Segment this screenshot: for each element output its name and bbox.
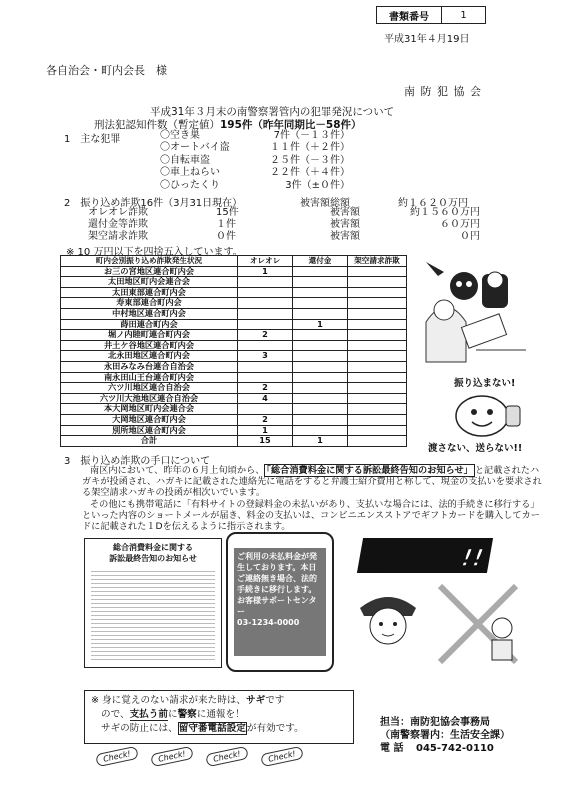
- district-name: 六ツ川大池地区連合自治会: [61, 393, 238, 404]
- table-row: [61, 372, 407, 383]
- contact-office: （南警察署内：生活安全課）: [380, 730, 510, 741]
- fraud-amounts: 被害額 約１５６０万円 被害額 ６０万円 被害額 ０円: [330, 207, 480, 243]
- phone-screen: [234, 548, 326, 656]
- oreore-count: 3: [238, 351, 293, 362]
- table-header-district: 町内会別振り込め詐欺発生状況: [61, 256, 238, 267]
- table-row: [61, 393, 407, 404]
- postcard-body-text: [91, 568, 215, 660]
- crime-count: 7件（－１３件）: [273, 130, 350, 141]
- table-header-row: [61, 256, 407, 267]
- table-row: [61, 404, 407, 415]
- oreore-count: 1: [238, 425, 293, 436]
- crime-stats-prefix: 刑法犯認知件数（暫定値）: [94, 119, 220, 131]
- district-name: 堀ノ内睦町連合町内会: [61, 330, 238, 341]
- table-row: [61, 266, 407, 277]
- district-name: 井土ケ谷地区連合町内会: [61, 340, 238, 351]
- money-bag-mascot: [444, 388, 524, 441]
- kanpu-count: [293, 404, 348, 415]
- oreore-count: [238, 340, 293, 351]
- contact-info: [380, 716, 510, 755]
- kakuu-count: [348, 340, 407, 351]
- table-row: [61, 351, 407, 362]
- oreore-count: [238, 308, 293, 319]
- check-stamp: Check!: [205, 746, 249, 767]
- contact-phone: 電 話 045-742-0110: [380, 743, 494, 754]
- smartphone-sample: [226, 532, 334, 672]
- table-row: [61, 361, 407, 372]
- oreore-count: 2: [238, 383, 293, 394]
- fraud-total-label: 被害額総額: [300, 198, 350, 209]
- caption-dont-hand: 渡さない、送らない!!: [428, 443, 523, 454]
- table-header-kakuu: 架空請求詐欺: [348, 256, 407, 267]
- police-officer-illustration: [352, 586, 424, 655]
- oreore-count: 15: [238, 436, 293, 447]
- district-name: 中村地区連合町内会: [61, 308, 238, 319]
- district-name: 永田みなみ台連合自治会: [61, 361, 238, 372]
- crime-count: ２２件（＋４件）: [270, 167, 350, 179]
- check-stamp: Check!: [150, 746, 194, 767]
- police-officer-icon: [352, 586, 424, 652]
- main-crimes-heading: 1 主な犯罪: [64, 134, 121, 145]
- kanpu-count: [293, 361, 348, 372]
- crime-name: 〇オートバイ盗: [160, 142, 230, 154]
- postcard-title-2: 訴訟最終告知のお知らせ: [109, 554, 197, 563]
- kanpu-count: [293, 340, 348, 351]
- fraud-heading: 2 振り込め詐欺16件（3月31日現在）: [64, 198, 243, 209]
- kakuu-count: [348, 319, 407, 330]
- sms-sender: お客様サポートセンター: [237, 596, 317, 616]
- oreore-count: 2: [238, 330, 293, 341]
- table-total-row: [61, 436, 407, 447]
- crime-name: 〇自転車盗: [160, 154, 210, 166]
- oreore-count: 4: [238, 393, 293, 404]
- district-name: 南永田山王台連合町内会: [61, 372, 238, 383]
- kakuu-count: [348, 414, 407, 425]
- district-name: 太田東部連合町内会: [61, 287, 238, 298]
- kanpu-count: [293, 372, 348, 383]
- caption-dont-transfer: 振り込まない!: [454, 378, 516, 389]
- district-name: 別所地区連合町内会: [61, 425, 238, 436]
- kakuu-count: [348, 404, 407, 415]
- oreore-count: [238, 372, 293, 383]
- district-name: 太田地区町内会連合会: [61, 277, 238, 288]
- district-name: 寿東部連合町内会: [61, 298, 238, 309]
- crime-item: [160, 130, 350, 142]
- table-row: [61, 414, 407, 425]
- kakuu-count: [348, 383, 407, 394]
- crime-count: ２５件（－３件）: [270, 154, 350, 166]
- cross-mark-icon: [430, 578, 526, 668]
- document-number-box: [376, 6, 486, 24]
- crime-item: [160, 180, 350, 192]
- rounding-note: ※ 10 万円以下を四捨五入しています。: [66, 247, 243, 258]
- crime-name: 〇ひったくり: [160, 179, 220, 191]
- kakuu-count: [348, 277, 407, 288]
- district-name: 合計: [61, 436, 238, 447]
- district-name: 本大岡地区町内会連合会: [61, 404, 238, 415]
- district-name: 大岡地区連合町内会: [61, 414, 238, 425]
- kanpu-count: 1: [293, 319, 348, 330]
- oreore-count: [238, 277, 293, 288]
- slogan-all-scam: 全てサギ!!: [357, 538, 493, 573]
- check-stamps: [96, 750, 312, 763]
- kanpu-count: [293, 383, 348, 394]
- crime-item: [160, 167, 350, 179]
- phone-scam-illustration: [416, 250, 526, 370]
- date: 平成31年４月19日: [384, 34, 470, 45]
- table-row: [61, 319, 407, 330]
- money-bag-icon: [444, 388, 524, 438]
- crime-item: [160, 142, 350, 154]
- sms-text: ご利用の未払料金が発生しております。本日ご連絡無き場合、法的手続きに移行します。: [237, 552, 317, 594]
- oreore-count: [238, 298, 293, 309]
- district-name: 北永田地区連合町内会: [61, 351, 238, 362]
- oreore-count: [238, 361, 293, 372]
- kanpu-count: [293, 414, 348, 425]
- crime-stats-value: 195件（昨年同期比－58件）: [220, 119, 362, 131]
- crime-item: [160, 155, 350, 167]
- kanpu-count: [293, 277, 348, 288]
- kakuu-count: [348, 372, 407, 383]
- district-name: 六ツ川地区連合自治会: [61, 383, 238, 394]
- kanpu-count: [293, 266, 348, 277]
- oreore-count: [238, 404, 293, 415]
- fraud-type: 架空請求詐欺 ０件: [88, 231, 236, 243]
- kakuu-count: [348, 351, 407, 362]
- kanpu-count: [293, 287, 348, 298]
- addressee: 各自治会・町内会長 様: [46, 64, 167, 77]
- page-title: 平成31年３月末の南警察署管内の犯罪発況について: [150, 106, 395, 118]
- table-row: [61, 425, 407, 436]
- table-row: [61, 330, 407, 341]
- kanpu-count: [293, 298, 348, 309]
- oreore-count: [238, 287, 293, 298]
- kakuu-count: [348, 361, 407, 372]
- sender: 南 防 犯 協 会: [404, 85, 482, 98]
- kakuu-count: [348, 266, 407, 277]
- contact-department: 担当：南防犯協会事務局: [380, 717, 490, 728]
- crime-count: １１件（＋２件）: [270, 142, 350, 154]
- district-name: お三の宮地区連合町内会: [61, 266, 238, 277]
- main-crimes-list: [160, 130, 350, 192]
- section3-paragraph2: その他にも携帯電話に「有料サイトの登録料金の未払いがあり、支払いな場合には、法的手続きに移行する」といった内容のショートメールが届き、料金の支払いは、コンビニエンスストアでギフトカードを購入してカードに記載された１Dを伝えるように指示されます。: [82, 499, 540, 533]
- document-number-label: 書類番号: [377, 7, 442, 23]
- table-row: [61, 298, 407, 309]
- fraud-type: オレオレ詐欺 15件: [88, 207, 239, 218]
- oreore-count: 1: [238, 266, 293, 277]
- district-name: 蒔田連合町内会: [61, 319, 238, 330]
- fraud-by-district-table: [60, 255, 407, 447]
- kakuu-count: [348, 308, 407, 319]
- warning-box: ※ 身に覚えのない請求が来た時は、サギです ので、支払う前に警察に通報を！ サギの防止には、留守番電話設定が有効です。: [84, 690, 354, 744]
- kakuu-count: [348, 393, 407, 404]
- table-row: [61, 383, 407, 394]
- kanpu-count: [293, 351, 348, 362]
- postcard-sample: [84, 538, 222, 668]
- sms-phone-number: 03-1234-0000: [237, 618, 300, 627]
- table-row: [61, 340, 407, 351]
- fraud-illustration: [416, 250, 526, 370]
- crossed-out-scammer: [430, 578, 526, 671]
- fraud-type: 還付金等詐欺 １件: [88, 219, 236, 231]
- document-number-value: 1: [460, 9, 467, 21]
- postcard-title-1: 総合消費料金に関する: [113, 543, 193, 552]
- section3-paragraph1: 南区内において、昨年の６月上旬頃から、 「総合消費料金に関する訴訟最終告知のお知らせ」 と記載されたハガキが投函され、ハガキに記載された連絡先に電話をすると弁護士紹介費用と称して、現金の支払いを要求される架空請求ハガキの投函が相次いでいます。: [82, 465, 542, 499]
- kakuu-count: [348, 425, 407, 436]
- table-row: [61, 287, 407, 298]
- oreore-count: [238, 319, 293, 330]
- kanpu-count: [293, 330, 348, 341]
- oreore-count: 2: [238, 414, 293, 425]
- crime-count: 3件（±０件）: [285, 179, 350, 191]
- table-row: [61, 277, 407, 288]
- kakuu-count: [348, 287, 407, 298]
- fraud-total-value: 約１６２０万円: [398, 198, 468, 209]
- kakuu-count: [348, 298, 407, 309]
- check-stamp: Check!: [260, 746, 304, 767]
- crime-name: 〇車上ねらい: [160, 167, 220, 179]
- kakuu-count: [348, 330, 407, 341]
- crime-name: 〇空き巣: [160, 130, 200, 141]
- table-header-oreore: オレオレ: [238, 256, 293, 267]
- kanpu-count: [293, 425, 348, 436]
- kanpu-count: [293, 308, 348, 319]
- section3-heading: 3 振り込め詐欺の手口について: [64, 456, 211, 467]
- table-header-kanpu: 還付金: [293, 256, 348, 267]
- table-row: [61, 308, 407, 319]
- kakuu-count: [348, 436, 407, 447]
- kanpu-count: 1: [293, 436, 348, 447]
- fraud-types: [88, 207, 239, 244]
- kanpu-count: [293, 393, 348, 404]
- check-stamp: Check!: [95, 746, 139, 767]
